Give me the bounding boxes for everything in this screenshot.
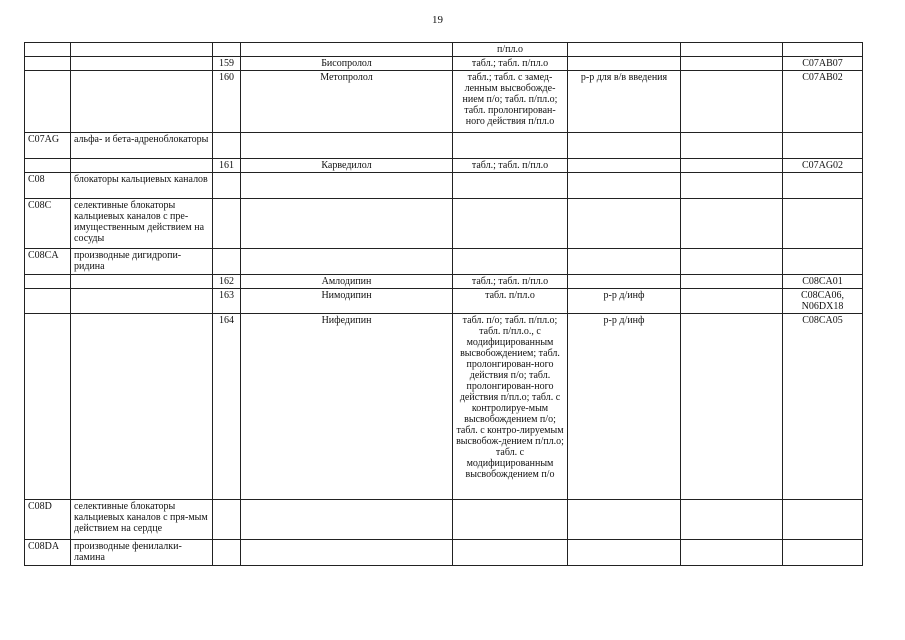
drug-list-table xyxy=(24,42,863,566)
atc-drug-code-cell xyxy=(783,43,863,57)
inn-cell xyxy=(241,500,453,540)
blank-cell xyxy=(681,199,783,249)
atc-code-cell: C08CA xyxy=(25,249,71,275)
dosage-form-cell: табл.; табл. п/пл.о xyxy=(453,57,568,71)
row-number-cell: 159 xyxy=(213,57,241,71)
dosage-form-cell: табл.; табл. с замед-ленным высвобожде-нием п/о; табл. п/пл.о; табл. пролонгирован-ного действия п/пл.о xyxy=(453,71,568,133)
blank-cell xyxy=(681,133,783,159)
group-name-cell xyxy=(71,57,213,71)
injection-form-cell xyxy=(568,43,681,57)
group-name-cell xyxy=(71,43,213,57)
atc-code-cell xyxy=(25,43,71,57)
drug-row xyxy=(25,275,863,289)
drug-row xyxy=(25,314,863,500)
atc-drug-code-cell xyxy=(783,249,863,275)
atc-drug-code-cell: C08CA06, N06DX18 xyxy=(783,289,863,314)
atc-drug-code-cell xyxy=(783,500,863,540)
dosage-form-cell xyxy=(453,249,568,275)
atc-drug-code-cell: C08CA01 xyxy=(783,275,863,289)
drug-row xyxy=(25,71,863,133)
drug-row xyxy=(25,57,863,71)
group-name-cell: производные дигидропи-ридина xyxy=(71,249,213,275)
blank-cell xyxy=(681,57,783,71)
drug-row xyxy=(25,159,863,173)
atc-code-cell: C08 xyxy=(25,173,71,199)
injection-form-cell xyxy=(568,133,681,159)
group-name-cell: селективные блокаторы кальциевых каналов с пре-имущественным действием на сосуды xyxy=(71,199,213,249)
injection-form-cell: р-р для в/в введения xyxy=(568,71,681,133)
group-name-cell: селективные блокаторы кальциевых каналов с пря-мым действием на сердце xyxy=(71,500,213,540)
dosage-form-cell: табл.; табл. п/пл.о xyxy=(453,159,568,173)
dosage-form-cell xyxy=(453,500,568,540)
row-number-cell xyxy=(213,43,241,57)
inn-cell: Нимодипин xyxy=(241,289,453,314)
inn-cell xyxy=(241,133,453,159)
atc-code-cell: C08DA xyxy=(25,540,71,566)
injection-form-cell xyxy=(568,57,681,71)
blank-cell xyxy=(681,43,783,57)
blank-cell xyxy=(681,289,783,314)
atc-code-cell: C07AG xyxy=(25,133,71,159)
blank-cell xyxy=(681,71,783,133)
atc-drug-code-cell xyxy=(783,540,863,566)
table-body xyxy=(25,43,863,566)
blank-cell xyxy=(681,314,783,500)
dosage-form-cell: табл. п/о; табл. п/пл.о; табл. п/пл.о., с модифицированным высвобождением; табл. пролонгирован-ного действия п/о; табл. пролонгирован-ного действия п/пл.о; табл. с контролируе-мым высвобождением п/о; табл. с контро-лируемым высвобож-дением п/пл.о; табл. с модифицированным высвобождением п/о xyxy=(453,314,568,500)
injection-form-cell xyxy=(568,159,681,173)
group-name-cell xyxy=(71,289,213,314)
page-number: 19 xyxy=(432,14,443,26)
group-row xyxy=(25,500,863,540)
inn-cell: Амлодипин xyxy=(241,275,453,289)
injection-form-cell xyxy=(568,199,681,249)
drug-row xyxy=(25,289,863,314)
dosage-form-cell xyxy=(453,199,568,249)
group-name-cell xyxy=(71,275,213,289)
inn-cell xyxy=(241,199,453,249)
inn-cell: Бисопролол xyxy=(241,57,453,71)
row-number-cell xyxy=(213,133,241,159)
row-number-cell: 164 xyxy=(213,314,241,500)
injection-form-cell xyxy=(568,275,681,289)
blank-cell xyxy=(681,540,783,566)
atc-code-cell: C08D xyxy=(25,500,71,540)
group-row xyxy=(25,199,863,249)
atc-code-cell xyxy=(25,289,71,314)
group-name-cell xyxy=(71,314,213,500)
group-name-cell xyxy=(71,71,213,133)
injection-form-cell xyxy=(568,249,681,275)
group-row xyxy=(25,133,863,159)
group-name-cell: производные фенилалки-ламина xyxy=(71,540,213,566)
drug-row xyxy=(25,43,863,57)
inn-cell: Метопролол xyxy=(241,71,453,133)
row-number-cell: 162 xyxy=(213,275,241,289)
injection-form-cell xyxy=(568,173,681,199)
atc-drug-code-cell xyxy=(783,173,863,199)
atc-drug-code-cell: C07AB02 xyxy=(783,71,863,133)
group-row xyxy=(25,173,863,199)
row-number-cell xyxy=(213,540,241,566)
dosage-form-cell xyxy=(453,133,568,159)
atc-drug-code-cell: C07AG02 xyxy=(783,159,863,173)
atc-code-cell xyxy=(25,314,71,500)
atc-drug-code-cell xyxy=(783,133,863,159)
inn-cell xyxy=(241,540,453,566)
injection-form-cell xyxy=(568,500,681,540)
group-row xyxy=(25,249,863,275)
inn-cell: Карведилол xyxy=(241,159,453,173)
blank-cell xyxy=(681,275,783,289)
atc-code-cell: C08C xyxy=(25,199,71,249)
inn-cell xyxy=(241,173,453,199)
inn-cell xyxy=(241,43,453,57)
dosage-form-cell xyxy=(453,173,568,199)
injection-form-cell: р-р д/инф xyxy=(568,289,681,314)
atc-code-cell xyxy=(25,57,71,71)
dosage-form-cell xyxy=(453,540,568,566)
atc-code-cell xyxy=(25,275,71,289)
group-name-cell xyxy=(71,159,213,173)
atc-drug-code-cell xyxy=(783,199,863,249)
dosage-form-cell: табл.; табл. п/пл.о xyxy=(453,275,568,289)
group-row xyxy=(25,540,863,566)
row-number-cell xyxy=(213,500,241,540)
injection-form-cell xyxy=(568,540,681,566)
group-name-cell: блокаторы кальциевых каналов xyxy=(71,173,213,199)
atc-drug-code-cell: C07AB07 xyxy=(783,57,863,71)
blank-cell xyxy=(681,173,783,199)
blank-cell xyxy=(681,249,783,275)
row-number-cell xyxy=(213,173,241,199)
injection-form-cell: р-р д/инф xyxy=(568,314,681,500)
inn-cell xyxy=(241,249,453,275)
row-number-cell: 161 xyxy=(213,159,241,173)
dosage-form-cell: табл. п/пл.о xyxy=(453,289,568,314)
blank-cell xyxy=(681,500,783,540)
atc-drug-code-cell: C08CA05 xyxy=(783,314,863,500)
row-number-cell: 163 xyxy=(213,289,241,314)
atc-code-cell xyxy=(25,159,71,173)
atc-code-cell xyxy=(25,71,71,133)
inn-cell: Нифедипин xyxy=(241,314,453,500)
row-number-cell: 160 xyxy=(213,71,241,133)
dosage-form-cell: п/пл.о xyxy=(453,43,568,57)
row-number-cell xyxy=(213,249,241,275)
group-name-cell: альфа- и бета-адреноблокаторы xyxy=(71,133,213,159)
blank-cell xyxy=(681,159,783,173)
row-number-cell xyxy=(213,199,241,249)
